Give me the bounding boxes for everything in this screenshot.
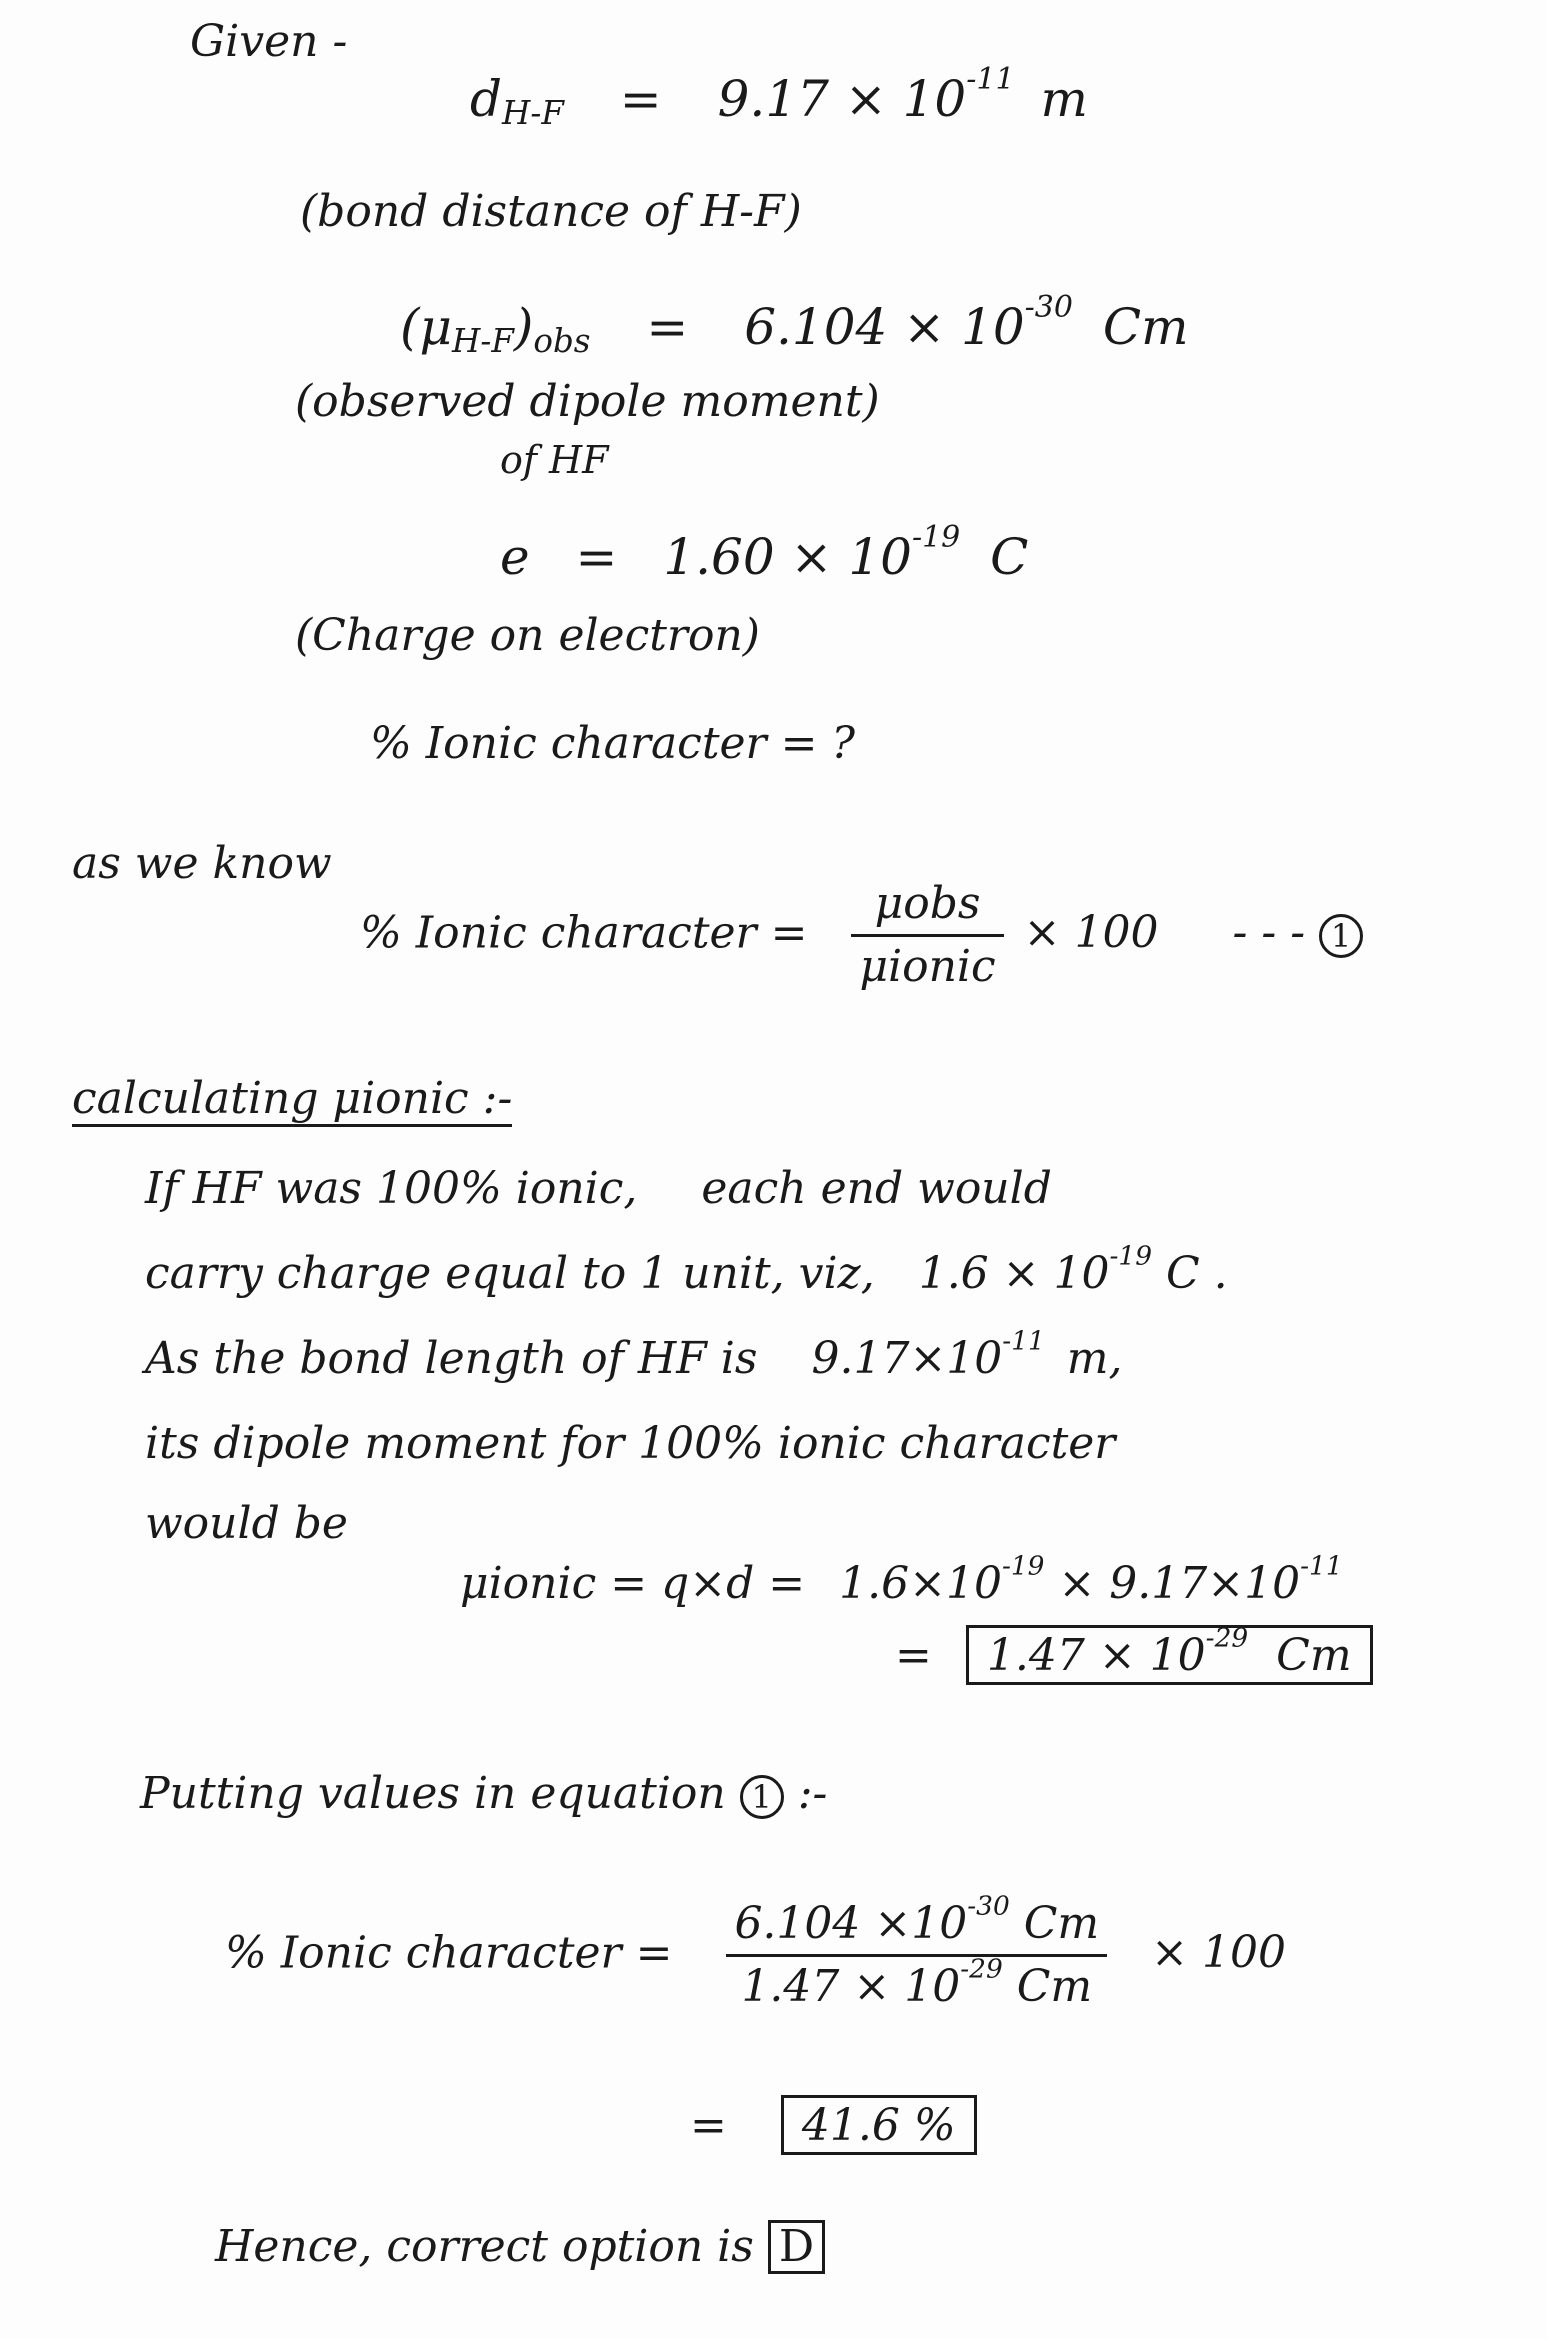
substitution-fraction — [726, 1890, 1107, 2013]
calc-eq-m1: 1.6×10 — [839, 1558, 1002, 1609]
substitution-equation — [225, 1890, 1286, 2013]
dipole-obs-mantissa: 6.104 × 10 — [744, 298, 1025, 356]
charge-unit: C — [990, 528, 1029, 586]
bond-distance-subscript: H-F — [502, 94, 564, 133]
substitution-denominator — [726, 1953, 1107, 2013]
calc-line1-b: each end would — [701, 1163, 1052, 1214]
formula-intro: as we know — [72, 838, 332, 889]
calc-line2-mantissa: 1.6 × 10 — [918, 1248, 1110, 1299]
calc-result-exp: -29 — [1205, 1622, 1249, 1654]
substitution-heading-end: :- — [797, 1768, 828, 1819]
dipole-obs-symbol: (μ — [400, 298, 453, 356]
substitution-result-eq: = — [690, 2100, 727, 2151]
formula-denominator: μionic — [859, 941, 996, 993]
conclusion-text: Hence, correct option is — [215, 2221, 754, 2272]
calc-eq-e1: -19 — [1001, 1550, 1045, 1582]
bond-distance-eq: = — [619, 70, 662, 128]
calc-line1 — [145, 1165, 1052, 1213]
calc-ionic-heading-text: calculating μionic :- — [72, 1073, 512, 1127]
substitution-result — [690, 2095, 977, 2155]
calc-line2-unit: C . — [1166, 1248, 1228, 1299]
formula-fraction — [851, 880, 1003, 992]
bond-distance-symbol: d — [470, 70, 503, 128]
substitution-lhs: % Ionic character = — [225, 1927, 673, 1979]
dipole-obs-subscript: H-F — [452, 322, 514, 361]
dipole-obs-eq: = — [646, 298, 689, 356]
substitution-heading-text: Putting values in equation — [140, 1768, 726, 1819]
substitution-eq-ref: 1 — [740, 1775, 784, 1819]
substitution-heading — [140, 1770, 827, 1819]
substitution-den-unit: Cm — [1016, 1961, 1093, 2013]
calc-eq-lhs: μionic = q×d = — [460, 1558, 806, 1609]
calc-result-box — [966, 1622, 1373, 1685]
calc-line4: its dipole moment for 100% ionic character — [145, 1418, 1116, 1469]
bond-distance-exponent: -11 — [966, 62, 1015, 97]
charge-exponent: -19 — [911, 520, 961, 555]
calc-ionic-heading — [72, 1075, 512, 1123]
dipole-obs-unit: Cm — [1102, 298, 1189, 356]
formula-times: × 100 — [1023, 907, 1159, 959]
substitution-numerator — [726, 1890, 1107, 1957]
unknown-line: % Ionic character = ? — [370, 718, 856, 769]
conclusion-option-box: D — [768, 2220, 825, 2274]
calc-ionic-result — [895, 1622, 1373, 1685]
calc-result-eq: = — [895, 1630, 932, 1681]
calc-line3-mantissa: 9.17×10 — [811, 1333, 1003, 1384]
charge-mantissa: 1.60 × 10 — [663, 528, 912, 586]
calc-line2-a: carry charge equal to 1 unit, viz, — [145, 1248, 875, 1299]
calc-eq-e2: -11 — [1300, 1550, 1343, 1582]
substitution-num-exp: -30 — [967, 1890, 1010, 1922]
substitution-times: × 100 — [1151, 1927, 1286, 1979]
formula-equation — [360, 880, 1363, 992]
calc-line2 — [145, 1240, 1228, 1299]
substitution-num-unit: Cm — [1023, 1898, 1100, 1949]
charge-equation — [500, 520, 1029, 586]
dipole-obs-sub: obs — [533, 322, 591, 361]
formula-lhs: % Ionic character = — [360, 907, 808, 959]
substitution-result-box: 41.6 % — [781, 2095, 977, 2155]
calc-line5: would be — [145, 1498, 348, 1549]
calc-result-unit: Cm — [1276, 1630, 1352, 1681]
calc-line1-a: If HF was 100% ionic, — [145, 1163, 638, 1214]
charge-symbol: e — [500, 528, 530, 586]
substitution-den-exp: -29 — [960, 1953, 1003, 1985]
charge-note: (Charge on electron) — [295, 610, 760, 661]
calc-result-mantissa: 1.47 × 10 — [986, 1630, 1206, 1681]
substitution-den-mantissa: 1.47 × 10 — [741, 1961, 961, 2013]
calc-line3-exp: -11 — [1002, 1325, 1045, 1357]
bond-distance-unit: m — [1040, 70, 1088, 128]
formula-dashes: - - - — [1232, 907, 1306, 959]
dipole-obs-close: ) — [513, 298, 534, 356]
calc-line3-unit: m, — [1066, 1333, 1123, 1384]
dipole-obs-note-line1: (observed dipole moment) — [295, 376, 880, 427]
charge-eq: = — [575, 528, 618, 586]
bond-distance-note: (bond distance of H-F) — [300, 186, 802, 237]
bond-distance-equation — [470, 62, 1088, 133]
conclusion-line — [215, 2220, 825, 2274]
calc-eq-times: × 9.17×10 — [1058, 1558, 1301, 1609]
calc-line3-a: As the bond length of HF is — [145, 1333, 758, 1384]
formula-eq-ref: 1 — [1319, 914, 1363, 958]
dipole-obs-equation — [400, 290, 1189, 361]
dipole-obs-note-line2: of HF — [500, 438, 609, 482]
bond-distance-mantissa: 9.17 × 10 — [717, 70, 967, 128]
calc-line3 — [145, 1325, 1123, 1384]
calc-ionic-equation — [460, 1550, 1343, 1609]
dipole-obs-exponent: -30 — [1024, 290, 1073, 325]
substitution-num-mantissa: 6.104 ×10 — [734, 1898, 968, 1949]
formula-numerator: μobs — [851, 880, 1003, 937]
calc-line2-exp: -19 — [1109, 1240, 1153, 1272]
given-heading: Given - — [190, 16, 348, 67]
